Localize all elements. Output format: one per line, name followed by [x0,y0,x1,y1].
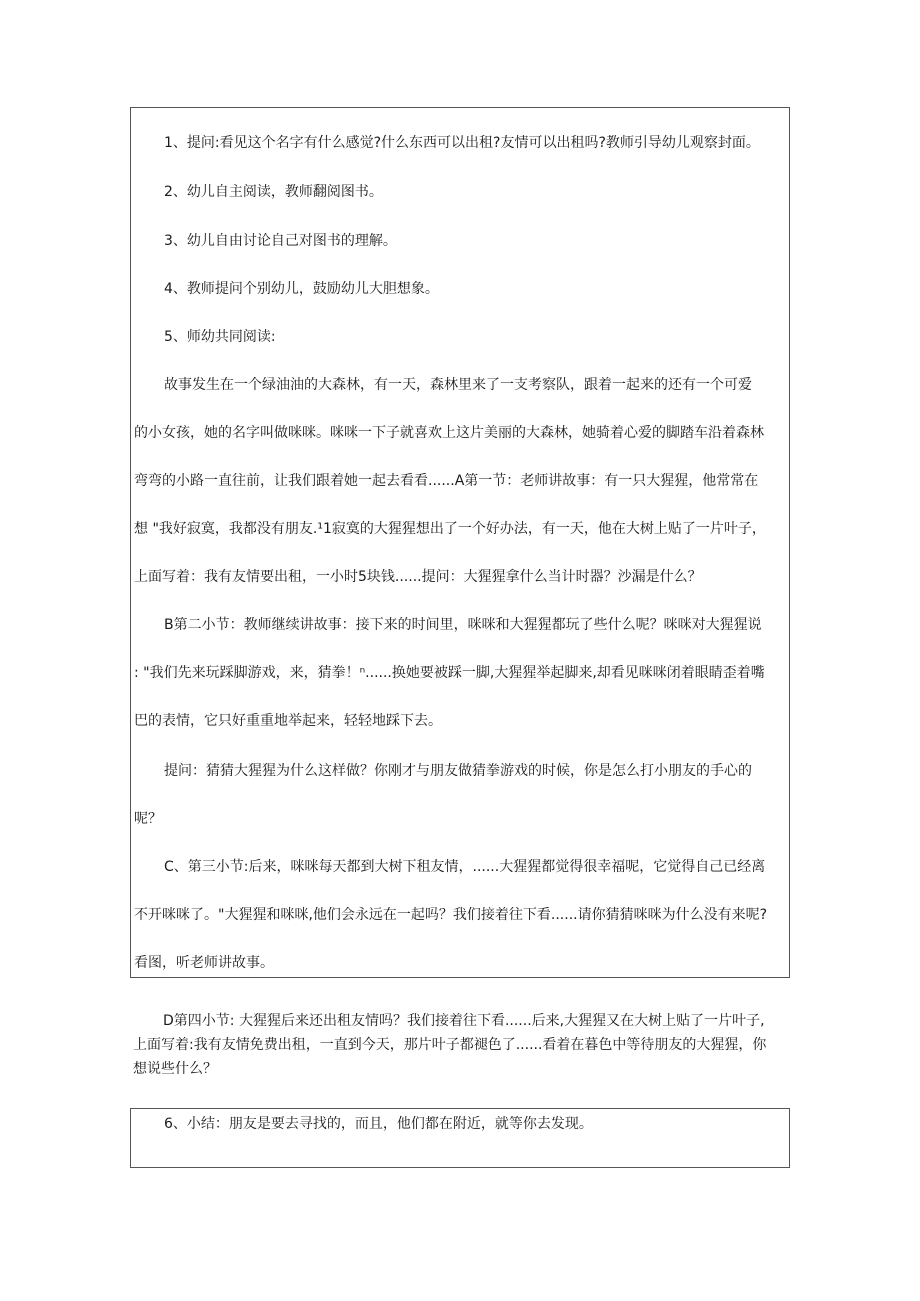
section-b-line: B第二小节：教师继续讲故事：接下来的时间里，咪咪和大猩猩都玩了些什么呢？咪咪对大猩猩说 [164,617,762,633]
section-c-line: C、第三小节:后来，咪咪每天都到大树下租友情，......大猩猩都觉得很幸福呢，它觉得自己已经离 [164,859,766,875]
step-4: 4、教师提问个别幼儿，鼓励幼儿大胆想象。 [164,281,439,297]
section-d-line: D第四小节: 大猩猩后来还出租友情吗？我们接着往下看......后来,大猩猩又在大树上贴了一片叶子, [163,1013,765,1029]
section-c-line: 不开咪咪了。"大猩猩和咪咪,他们会永远在一起吗？我们接着往下看......请你猜猜咪咪为什么没有来呢? [134,907,768,923]
story-line: 弯弯的小路一直往前，让我们跟着她一起去看看......A第一节：老师讲故事：有一只大猩猩，他常常在 [134,473,759,489]
section-b-line: 巴的表情，它只好重重地举起来，轻轻地踩下去。 [134,713,442,729]
section-d-line: 想说些什么？ [133,1061,217,1077]
step-3: 3、幼儿自由讨论自己对图书的理解。 [164,233,397,249]
summary-box [130,1108,790,1168]
story-line: 想 "我好寂寞，我都没有朋友.¹1寂寞的大猩猩想出了一个好办法，有一天，他在大树上贴了一片叶子， [134,521,766,537]
step-5: 5、师幼共同阅读: [164,329,276,345]
story-line: 上面写着：我有友情要出租，一小时5块钱......提问：大猩猩拿什么当计时器？沙漏是什么？ [134,569,702,585]
story-line: 故事发生在一个绿油油的大森林，有一天，森林里来了一支考察队，跟着一起来的还有一个可爱 [164,377,752,393]
story-line: 的小女孩，她的名字叫做咪咪。咪咪一下子就喜欢上这片美丽的大森林，她骑着心爱的脚踏车沿着森林 [134,425,764,441]
step-2: 2、幼儿自主阅读，教师翻阅图书。 [164,184,383,200]
question-line: 呢？ [134,811,162,827]
section-b-line: : "我们先来玩踩脚游戏，来，猜拳！ⁿ......换她要被踩一脚,大猩猩举起脚来,却看见咪咪闭着眼睛歪着嘴 [134,665,765,681]
question-line: 提问：猜猜大猩猩为什么这样做？你刚才与朋友做猜拳游戏的时候，你是怎么打小朋友的手心的 [164,763,752,779]
section-d-line: 上面写着:我有友情免费出租，一直到今天，那片叶子都褪色了......看着在暮色中等待朋友的大猩猩，你 [133,1037,767,1053]
lesson-steps-box [130,107,790,978]
section-c-line: 看图，听老师讲故事。 [134,955,274,971]
summary-text: 6、小结：朋友是要去寻找的，而且，他们都在附近，就等你去发现。 [164,1116,593,1132]
step-1: 1、提问:看见这个名字有什么感觉?什么东西可以出租?友情可以出租吗?教师引导幼儿观察封面。 [164,135,760,151]
